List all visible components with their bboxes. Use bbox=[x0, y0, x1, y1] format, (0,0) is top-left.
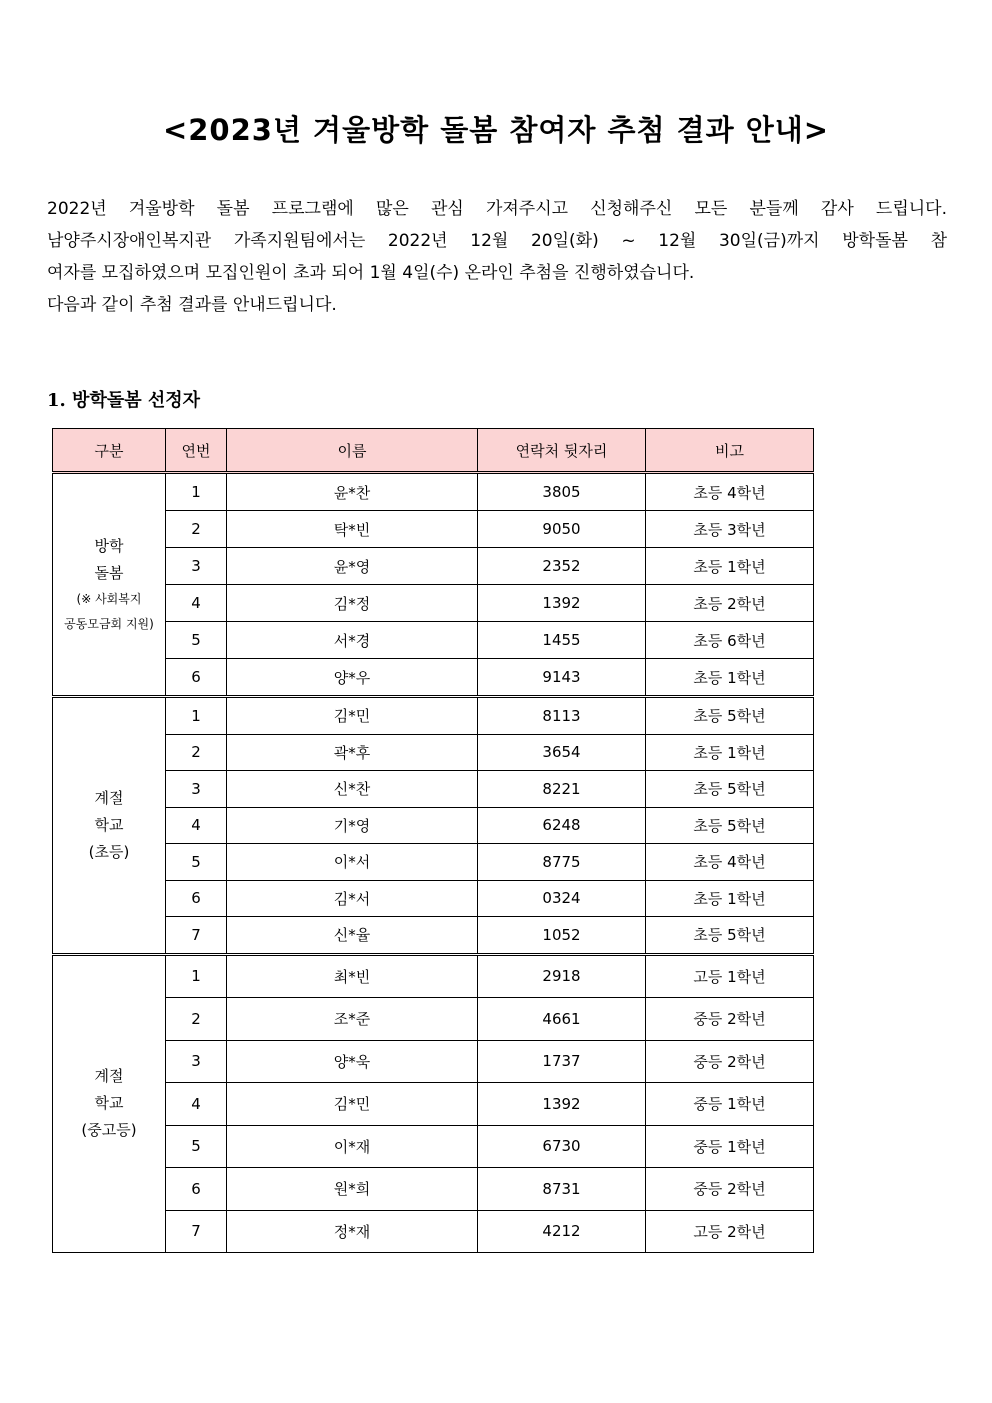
intro-line: 남양주시장애인복지관 가족지원팀에서는 2022년 12월 20일(화) ~ 12월 30일(금)까지 방학돌봄 참 bbox=[47, 231, 947, 251]
row-phone-cell: 1737 bbox=[478, 1040, 646, 1083]
row-number-cell: 6 bbox=[166, 880, 227, 917]
row-note-cell: 초등 5학년 bbox=[646, 697, 814, 735]
group-label-line: 돌봄 bbox=[94, 563, 124, 582]
table-header-row bbox=[53, 429, 814, 473]
row-name-cell: 양*욱 bbox=[227, 1040, 478, 1083]
group-label-line: (초등) bbox=[88, 842, 130, 861]
row-note-cell: 초등 5학년 bbox=[646, 807, 814, 844]
table-row bbox=[53, 844, 814, 881]
row-phone-cell: 1392 bbox=[478, 1083, 646, 1126]
table-row bbox=[53, 1210, 814, 1253]
row-number-cell: 4 bbox=[166, 1083, 227, 1126]
row-note-cell: 초등 1학년 bbox=[646, 734, 814, 771]
table-row bbox=[53, 1083, 814, 1126]
row-number-cell: 1 bbox=[166, 954, 227, 998]
table-row bbox=[53, 697, 814, 735]
row-phone-cell: 0324 bbox=[478, 880, 646, 917]
row-number-cell: 7 bbox=[166, 1210, 227, 1253]
table-row bbox=[53, 622, 814, 659]
header-note: 비고 bbox=[646, 429, 814, 473]
row-number-cell: 2 bbox=[166, 734, 227, 771]
group-label-line: 계절 bbox=[94, 1067, 124, 1086]
row-name-cell: 이*재 bbox=[227, 1125, 478, 1168]
intro-line: 여자를 모집하였으며 모집인원이 초과 되어 1월 4일(수) 온라인 추첨을 진행하였습니다. bbox=[47, 263, 695, 283]
table-row bbox=[53, 548, 814, 585]
row-note-cell: 초등 3학년 bbox=[646, 511, 814, 548]
row-note-cell: 중등 2학년 bbox=[646, 1040, 814, 1083]
row-name-cell: 최*빈 bbox=[227, 954, 478, 998]
table-row bbox=[53, 585, 814, 622]
row-name-cell: 신*율 bbox=[227, 917, 478, 955]
row-note-cell: 중등 2학년 bbox=[646, 1168, 814, 1211]
row-number-cell: 4 bbox=[166, 585, 227, 622]
table-row bbox=[53, 659, 814, 697]
row-note-cell: 초등 2학년 bbox=[646, 585, 814, 622]
row-phone-cell: 8221 bbox=[478, 771, 646, 808]
row-number-cell: 3 bbox=[166, 771, 227, 808]
row-number-cell: 7 bbox=[166, 917, 227, 955]
header-category: 구분 bbox=[53, 429, 166, 473]
row-name-cell: 윤*영 bbox=[227, 548, 478, 585]
header-name: 이름 bbox=[227, 429, 478, 473]
row-note-cell: 중등 1학년 bbox=[646, 1125, 814, 1168]
header-number: 연번 bbox=[166, 429, 227, 473]
row-number-cell: 1 bbox=[166, 473, 227, 511]
table-row bbox=[53, 1125, 814, 1168]
row-number-cell: 2 bbox=[166, 511, 227, 548]
row-phone-cell: 6248 bbox=[478, 807, 646, 844]
row-phone-cell: 8775 bbox=[478, 844, 646, 881]
row-note-cell: 고등 2학년 bbox=[646, 1210, 814, 1253]
row-phone-cell: 2918 bbox=[478, 954, 646, 998]
table-row bbox=[53, 880, 814, 917]
row-note-cell: 초등 6학년 bbox=[646, 622, 814, 659]
page-title: <2023년 겨울방학 돌봄 참여자 추첨 결과 안내> bbox=[162, 113, 830, 147]
row-note-cell: 초등 4학년 bbox=[646, 844, 814, 881]
row-name-cell: 윤*찬 bbox=[227, 473, 478, 511]
row-name-cell: 조*준 bbox=[227, 998, 478, 1041]
row-number-cell: 3 bbox=[166, 548, 227, 585]
row-number-cell: 3 bbox=[166, 1040, 227, 1083]
row-name-cell: 신*찬 bbox=[227, 771, 478, 808]
row-number-cell: 6 bbox=[166, 1168, 227, 1211]
row-note-cell: 초등 5학년 bbox=[646, 771, 814, 808]
table-row bbox=[53, 473, 814, 511]
row-number-cell: 5 bbox=[166, 844, 227, 881]
row-phone-cell: 9143 bbox=[478, 659, 646, 697]
group-label-line: (중고등) bbox=[81, 1121, 137, 1140]
group-label-line: 계절 bbox=[94, 788, 124, 807]
intro-line: 다음과 같이 추첨 결과를 안내드립니다. bbox=[47, 295, 337, 315]
row-name-cell: 김*민 bbox=[227, 697, 478, 735]
row-phone-cell: 1052 bbox=[478, 917, 646, 955]
row-note-cell: 초등 1학년 bbox=[646, 880, 814, 917]
table-row bbox=[53, 917, 814, 955]
group-label-cell bbox=[53, 697, 166, 955]
group-label-line: 학교 bbox=[94, 1094, 124, 1113]
group-label-cell bbox=[53, 473, 166, 697]
row-number-cell: 4 bbox=[166, 807, 227, 844]
table-row bbox=[53, 1168, 814, 1211]
row-name-cell: 탁*빈 bbox=[227, 511, 478, 548]
row-phone-cell: 4212 bbox=[478, 1210, 646, 1253]
row-name-cell: 김*민 bbox=[227, 1083, 478, 1126]
row-note-cell: 초등 1학년 bbox=[646, 659, 814, 697]
row-phone-cell: 3654 bbox=[478, 734, 646, 771]
group-label-line: (※ 사회복지 bbox=[76, 591, 142, 606]
selection-table bbox=[52, 428, 814, 1253]
table-row bbox=[53, 771, 814, 808]
row-number-cell: 5 bbox=[166, 622, 227, 659]
group-label-cell bbox=[53, 954, 166, 1253]
table-row bbox=[53, 807, 814, 844]
group-label-line: 학교 bbox=[94, 815, 124, 834]
row-phone-cell: 9050 bbox=[478, 511, 646, 548]
row-note-cell: 초등 1학년 bbox=[646, 548, 814, 585]
intro-paragraph bbox=[47, 193, 947, 321]
row-phone-cell: 8113 bbox=[478, 697, 646, 735]
row-phone-cell: 1392 bbox=[478, 585, 646, 622]
group-label-line: 방학 bbox=[94, 536, 124, 555]
row-number-cell: 6 bbox=[166, 659, 227, 697]
header-phone: 연락처 뒷자리 bbox=[478, 429, 646, 473]
section-title: 1. 방학돌봄 선정자 bbox=[47, 390, 201, 411]
row-name-cell: 정*재 bbox=[227, 1210, 478, 1253]
row-phone-cell: 6730 bbox=[478, 1125, 646, 1168]
intro-line: 2022년 겨울방학 돌봄 프로그램에 많은 관심 가져주시고 신청해주신 모든 분들께 감사 드립니다. bbox=[47, 199, 947, 219]
row-name-cell: 김*정 bbox=[227, 585, 478, 622]
table-row bbox=[53, 998, 814, 1041]
row-name-cell: 김*서 bbox=[227, 880, 478, 917]
row-phone-cell: 4661 bbox=[478, 998, 646, 1041]
table-row bbox=[53, 511, 814, 548]
table-row bbox=[53, 1040, 814, 1083]
row-note-cell: 초등 5학년 bbox=[646, 917, 814, 955]
row-number-cell: 2 bbox=[166, 998, 227, 1041]
row-name-cell: 이*서 bbox=[227, 844, 478, 881]
row-phone-cell: 2352 bbox=[478, 548, 646, 585]
row-note-cell: 중등 2학년 bbox=[646, 998, 814, 1041]
row-name-cell: 곽*후 bbox=[227, 734, 478, 771]
row-phone-cell: 3805 bbox=[478, 473, 646, 511]
group-label-line: 공동모금회 지원) bbox=[64, 616, 154, 631]
row-number-cell: 5 bbox=[166, 1125, 227, 1168]
table-row bbox=[53, 734, 814, 771]
row-name-cell: 양*우 bbox=[227, 659, 478, 697]
row-note-cell: 고등 1학년 bbox=[646, 954, 814, 998]
row-note-cell: 중등 1학년 bbox=[646, 1083, 814, 1126]
row-note-cell: 초등 4학년 bbox=[646, 473, 814, 511]
row-phone-cell: 1455 bbox=[478, 622, 646, 659]
table-row bbox=[53, 954, 814, 998]
row-name-cell: 원*희 bbox=[227, 1168, 478, 1211]
row-number-cell: 1 bbox=[166, 697, 227, 735]
row-name-cell: 기*영 bbox=[227, 807, 478, 844]
row-name-cell: 서*경 bbox=[227, 622, 478, 659]
row-phone-cell: 8731 bbox=[478, 1168, 646, 1211]
